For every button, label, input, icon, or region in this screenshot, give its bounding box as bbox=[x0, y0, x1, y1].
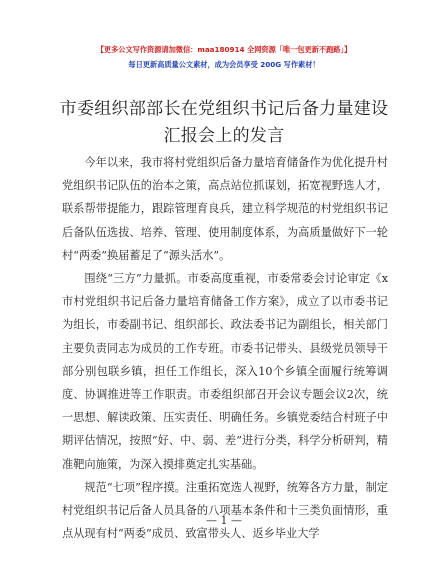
paragraph-intro: 今年以来，我市将村党组织后备力量培育储备作为优化提升村党组织书记队伍的治本之策，高点站位抓谋划，拓宽视野选人才，联系帮带提能力，跟踪管理育良兵，建立科学规范的村党组织书记后备队伍选拔、培养、管理、使用制度体系，为高质量做好下一轮村“两委”换届蓄足了“源头活水”。 bbox=[62, 156, 388, 262]
promo-banner-line2: 每日更新高质量公文素材，成为会员享受 200G 写作素材！ bbox=[128, 60, 320, 69]
paragraph-three-forces: 围绕“三方”力量抓。市委高度重视，市委常委会讨论审定《x市村党组织书记后备力量培育储备工作方案》，成立了以市委书记为组长，市委副书记、组织部长、政法委书记为副组长，相关部门主要负责同志为成员的工作专班。市委书记带头、县级党员领导干部分别包联乡镇，担任工作组长，深入10个乡镇全面履行统筹调度、协调推进等工作职责。市委组织部召开会议专题会议2次，统一思想、解读政策、压实责任、明确任务。乡镇党委结合村班子中期评估情况，按照“好、中、弱、差”进行分类，科学分析研判，精准靶向施策，为深入摸排奠定扎实基础。 bbox=[62, 272, 388, 471]
document-title: 市委组织部部长在党组织书记后备力量建设汇报会上的发言 bbox=[59, 99, 389, 146]
page-number: — 1 — bbox=[206, 514, 242, 527]
promo-banner-line1: 【更多公文写作资源请加微信：maa180914 全网资源「唯一包更新不跑路」】 bbox=[96, 45, 352, 54]
paragraph-seven-procedures: 规范“七项”程序摸。注重拓宽选人视野，统筹各方力量，制定村党组织书记后备人员具备的八项基本条件和十三类负面情形，重点从现有村“两委”成员、致富带头人、返乡毕业大学 bbox=[62, 480, 388, 541]
document-body bbox=[62, 151, 388, 545]
promo-banner bbox=[0, 44, 448, 71]
